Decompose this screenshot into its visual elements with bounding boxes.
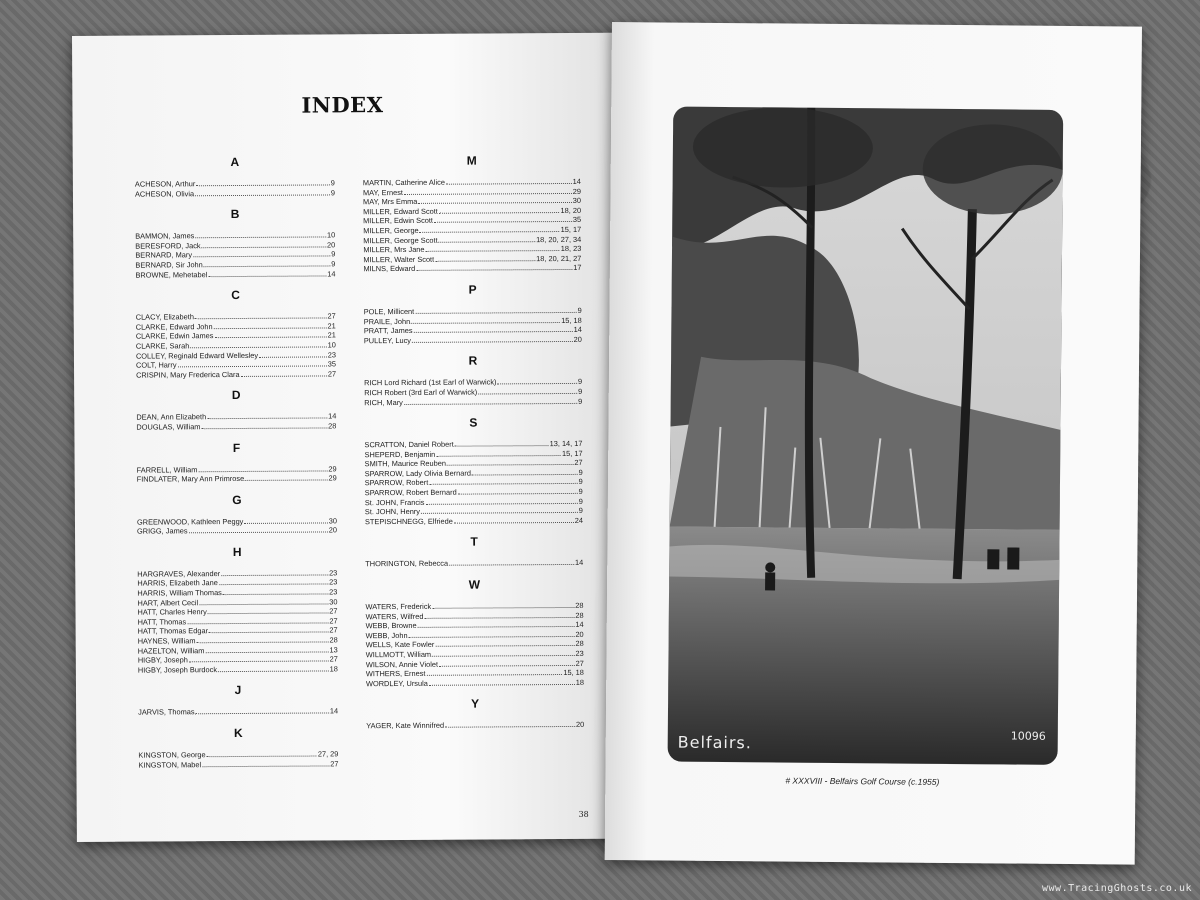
dot-leader xyxy=(190,346,326,348)
entry-name: SPARROW, Lady Olivia Bernard xyxy=(364,468,471,479)
entry-name: St. JOHN, Henry xyxy=(364,507,420,517)
entry-name: STEPISCHNEGG, Elfriede xyxy=(364,516,453,527)
dot-leader xyxy=(412,341,573,343)
index-section xyxy=(365,577,584,689)
dot-leader xyxy=(411,322,560,324)
index-entry xyxy=(364,335,582,346)
index-section xyxy=(137,492,337,536)
entry-name: HART, Albert Cecil xyxy=(137,597,199,608)
entry-pages: 18, 20, 21, 27 xyxy=(536,253,582,263)
dot-leader xyxy=(454,522,574,524)
dot-leader xyxy=(458,493,578,495)
dot-leader xyxy=(259,356,327,357)
dot-leader xyxy=(195,237,326,239)
entry-pages: 27 xyxy=(329,625,338,635)
dot-leader xyxy=(439,241,535,243)
entry-name: ACHESON, Olivia xyxy=(134,188,195,199)
entry-pages: 9 xyxy=(331,249,336,259)
section-letter: Y xyxy=(471,696,480,711)
photo-number: 10096 xyxy=(1010,729,1046,743)
entry-pages: 15, 18 xyxy=(561,315,582,325)
entry-pages: 27 xyxy=(330,758,339,769)
index-section xyxy=(135,154,335,198)
dot-leader xyxy=(196,641,328,643)
entry-name: YAGER, Kate Winnifred xyxy=(366,721,445,731)
entry-name: JARVIS, Thomas xyxy=(138,707,195,718)
entry-name: MILNS, Edward xyxy=(363,264,416,274)
entry-name: BERNARD, Sir John xyxy=(135,260,203,270)
entry-name: SCRATTON, Daniel Robert xyxy=(364,439,454,450)
entry-pages: 35 xyxy=(327,359,337,369)
entry-pages: 30 xyxy=(572,196,582,206)
entry-pages: 27 xyxy=(327,311,336,321)
entry-name: SHEPERD, Benjamin xyxy=(364,449,436,459)
entry-pages: 14 xyxy=(328,411,337,421)
entry-pages: 28 xyxy=(328,421,337,431)
entry-name: PULLEY, Lucy xyxy=(363,335,412,345)
entry-pages: 20 xyxy=(328,525,338,535)
entry-name: MARTIN, Catherine Alice xyxy=(362,177,445,188)
entry-name: RICH, Mary xyxy=(364,397,403,407)
entry-pages: 29 xyxy=(328,473,337,483)
entry-name: BERESFORD, Jack xyxy=(135,240,201,251)
entry-pages: 9 xyxy=(578,486,583,496)
entry-name: SMITH, Maurice Reuben xyxy=(364,459,446,469)
entry-pages: 9 xyxy=(578,396,583,406)
entry-name: HATT, Charles Henry xyxy=(137,607,207,617)
entry-name: SPARROW, Robert xyxy=(364,478,429,488)
dot-leader xyxy=(189,661,329,663)
photo-caption: # XXXVIII - Belfairs Golf Course (c.1955) xyxy=(785,775,940,787)
entry-name: WATERS, Wilfred xyxy=(365,611,424,621)
section-letter: M xyxy=(466,153,477,168)
dot-leader xyxy=(193,256,330,258)
entry-name: BERNARD, Mary xyxy=(135,250,193,260)
entry-pages: 17 xyxy=(573,263,582,273)
entry-pages: 27 xyxy=(575,658,584,668)
dot-leader xyxy=(478,393,577,395)
entry-pages: 18 xyxy=(575,677,584,687)
entry-name: KINGSTON, George xyxy=(138,750,206,760)
dot-leader xyxy=(421,512,578,514)
dot-leader xyxy=(187,622,328,624)
dot-leader xyxy=(446,183,572,185)
dot-leader xyxy=(202,246,326,248)
index-entry xyxy=(138,759,338,770)
dot-leader xyxy=(207,756,317,758)
index-page xyxy=(72,33,617,842)
entry-name: MAY, Mrs Emma xyxy=(362,197,418,207)
index-section xyxy=(135,207,335,280)
entry-pages: 35 xyxy=(572,215,582,225)
section-letter: D xyxy=(231,388,241,403)
entry-pages: 20 xyxy=(573,334,582,344)
entry-name: HIGBY, Joseph Burdock xyxy=(137,664,218,675)
entry-pages: 27 xyxy=(327,369,337,379)
entry-name: MAY, Ernest xyxy=(362,187,403,197)
index-entry xyxy=(365,558,583,569)
entry-name: WEBB, Browne xyxy=(365,621,417,631)
entry-name: DOUGLAS, William xyxy=(136,422,201,432)
index-section xyxy=(363,153,582,274)
entry-pages: 15, 17 xyxy=(561,448,583,458)
entry-name: WATERS, Frederick xyxy=(365,601,432,612)
entry-pages: 29 xyxy=(328,463,337,473)
dot-leader xyxy=(498,383,578,384)
index-entry xyxy=(135,188,335,199)
section-letter: F xyxy=(232,440,241,455)
entry-name: MILLER, Walter Scott xyxy=(363,254,435,264)
entry-pages: 9 xyxy=(330,187,335,198)
entry-name: MILLER, George Scott xyxy=(363,235,438,245)
entry-name: CLARKE, Edward John xyxy=(135,321,213,332)
entry-pages: 10 xyxy=(327,340,336,350)
photo-page xyxy=(605,22,1142,865)
entry-name: CLARKE, Sarah xyxy=(135,341,190,351)
entry-pages: 29 xyxy=(572,186,581,196)
entry-pages: 23 xyxy=(329,568,338,578)
dot-leader xyxy=(429,483,577,485)
index-section xyxy=(365,534,583,569)
dot-leader xyxy=(418,202,571,204)
index-section xyxy=(136,388,336,432)
index-column-left xyxy=(135,152,339,778)
entry-name: FARRELL, William xyxy=(136,464,198,475)
dot-leader xyxy=(416,269,572,271)
entry-name: BROWNE, Mehetabel xyxy=(135,269,208,280)
dot-leader xyxy=(404,402,577,404)
entry-pages: 21 xyxy=(327,330,336,340)
entry-name: St. JOHN, Francis xyxy=(364,497,425,507)
index-section xyxy=(364,353,582,407)
index-title: INDEX xyxy=(301,92,384,118)
entry-pages: 14 xyxy=(327,268,336,279)
entry-pages: 15, 17 xyxy=(560,224,582,234)
entry-name: WILSON, Annie Violet xyxy=(365,659,439,669)
entry-pages: 9 xyxy=(331,259,336,269)
dot-leader xyxy=(244,522,327,524)
dot-leader xyxy=(209,632,328,634)
dot-leader xyxy=(415,312,576,314)
dot-leader xyxy=(434,221,572,223)
entry-name: BAMMON, James xyxy=(135,231,195,241)
entry-name: MILLER, Mrs Jane xyxy=(363,245,425,255)
entry-pages: 9 xyxy=(578,496,583,506)
index-entry xyxy=(137,526,337,537)
section-letter: P xyxy=(468,282,477,297)
dot-leader xyxy=(455,445,549,447)
entry-pages: 20 xyxy=(575,629,584,639)
dot-leader xyxy=(218,670,329,672)
entry-pages: 23 xyxy=(329,587,338,597)
dot-leader xyxy=(404,193,572,195)
entry-pages: 14 xyxy=(573,325,582,335)
index-entry xyxy=(366,720,584,731)
index-section xyxy=(136,440,336,484)
entry-pages: 13, 14, 17 xyxy=(549,438,583,449)
entry-name: HARRIS, William Thomas xyxy=(137,588,222,598)
dot-leader xyxy=(198,470,327,472)
index-section xyxy=(364,415,583,527)
entry-pages: 9 xyxy=(330,178,335,188)
section-letter: T xyxy=(470,534,478,550)
dot-leader xyxy=(223,594,328,596)
dot-leader xyxy=(205,651,328,653)
entry-name: RICH Robert (3rd Earl of Warwick) xyxy=(364,387,478,398)
dot-leader xyxy=(432,607,574,609)
index-entry xyxy=(138,664,338,675)
entry-name: SPARROW, Robert Bernard xyxy=(364,487,457,498)
entry-name: RICH Lord Richard (1st Earl of Warwick) xyxy=(364,377,497,388)
entry-name: WILLMOTT, William xyxy=(365,649,432,660)
dot-leader xyxy=(445,726,575,728)
index-entry xyxy=(137,473,337,484)
section-letter: W xyxy=(468,577,481,592)
index-entry xyxy=(136,421,336,432)
entry-name: KINGSTON, Mabel xyxy=(138,759,202,770)
entry-name: HATT, Thomas Edgar xyxy=(137,626,209,637)
dot-leader xyxy=(439,212,560,214)
section-letter: S xyxy=(469,415,478,430)
entry-name: HATT, Thomas xyxy=(137,617,187,627)
index-section xyxy=(138,725,338,769)
entry-pages: 9 xyxy=(577,305,582,315)
entry-pages: 27 xyxy=(329,606,338,616)
entry-pages: 27 xyxy=(574,458,583,468)
entry-name: HARRIS, Elizabeth Jane xyxy=(137,578,218,589)
entry-name: FINDLATER, Mary Ann Primrose xyxy=(136,474,245,484)
entry-name: HAZELTON, William xyxy=(137,645,205,656)
index-entry xyxy=(364,396,582,407)
dot-leader xyxy=(219,584,328,586)
entry-pages: 28 xyxy=(329,635,338,645)
dot-leader xyxy=(201,427,327,429)
page-number: 38 xyxy=(578,809,589,819)
dot-leader xyxy=(204,265,331,267)
entry-name: WITHERS, Ernest xyxy=(365,669,426,679)
dot-leader xyxy=(424,617,574,619)
dot-leader xyxy=(189,532,328,534)
dot-leader xyxy=(196,184,330,186)
dot-leader xyxy=(472,474,578,476)
dot-leader xyxy=(418,626,575,628)
index-entry xyxy=(363,263,581,274)
section-letter: J xyxy=(234,683,242,698)
entry-name: HARGRAVES, Alexander xyxy=(137,568,221,579)
entry-pages: 27 xyxy=(329,654,338,664)
entry-pages: 9 xyxy=(578,477,583,487)
entry-pages: 18, 23 xyxy=(560,244,582,254)
entry-pages: 27 xyxy=(329,616,338,626)
section-letter: R xyxy=(468,353,478,368)
belfairs-photograph xyxy=(668,107,1064,765)
entry-pages: 18 xyxy=(329,664,338,674)
entry-pages: 18, 20, 27, 34 xyxy=(536,234,582,244)
entry-pages: 28 xyxy=(575,639,584,649)
entry-name: GRIGG, James xyxy=(136,526,188,536)
dot-leader xyxy=(195,194,330,196)
dot-leader xyxy=(196,713,329,715)
index-entry xyxy=(136,369,336,380)
entry-pages: 18, 20 xyxy=(560,205,582,215)
index-section xyxy=(366,696,584,731)
entry-name: CLACY, Elizabeth xyxy=(135,312,194,322)
dot-leader xyxy=(199,603,328,605)
watermark: www.TracingGhosts.co.uk xyxy=(1042,883,1192,894)
dot-leader xyxy=(221,574,328,576)
section-letter: A xyxy=(230,154,240,170)
entry-name: COLLEY, Reginald Edward Wellesley xyxy=(135,350,259,361)
dot-leader xyxy=(449,564,574,566)
photo-place-label: Belfairs. xyxy=(677,732,752,753)
entry-name: ACHESON, Arthur xyxy=(134,179,196,189)
section-letter: B xyxy=(230,207,240,222)
entry-pages: 20 xyxy=(575,720,585,730)
entry-name: HAYNES, William xyxy=(137,636,196,646)
dot-leader xyxy=(214,327,327,329)
entry-pages: 21 xyxy=(327,321,336,331)
index-entry xyxy=(366,678,584,689)
dot-leader xyxy=(207,418,327,420)
dot-leader xyxy=(208,275,326,277)
entry-name: COLT, Harry xyxy=(135,360,177,370)
entry-name: CRISPIN, Mary Frederica Clara xyxy=(136,369,240,380)
entry-name: WEBB, John xyxy=(365,630,408,641)
index-entry xyxy=(135,269,335,280)
dot-leader xyxy=(447,464,573,466)
entry-pages: 9 xyxy=(577,377,583,387)
dot-leader xyxy=(429,684,575,686)
entry-pages: 14 xyxy=(574,558,584,568)
section-letter: G xyxy=(232,492,242,507)
dot-leader xyxy=(214,337,326,339)
entry-pages: 20 xyxy=(327,240,336,250)
entry-name: WORDLEY, Ursula xyxy=(365,678,428,688)
entry-name: MILLER, Edwin Scott xyxy=(363,216,434,226)
entry-name: POLE, Millicent xyxy=(363,306,415,317)
section-letter: H xyxy=(232,544,242,559)
index-entry xyxy=(365,516,583,527)
dot-leader xyxy=(420,231,560,233)
dot-leader xyxy=(409,636,575,638)
entry-name: MILLER, Edward Scott xyxy=(363,206,438,217)
entry-pages: 10 xyxy=(326,230,336,240)
entry-pages: 14 xyxy=(572,176,581,186)
woodland-scene-image xyxy=(668,107,1064,765)
entry-pages: 14 xyxy=(329,706,339,716)
index-entry xyxy=(138,707,338,718)
dot-leader xyxy=(432,655,574,657)
index-column-right xyxy=(363,151,585,740)
dot-leader xyxy=(202,765,329,767)
entry-name: MILLER, George xyxy=(363,225,419,236)
entry-pages: 15, 18 xyxy=(563,668,584,678)
entry-pages: 28 xyxy=(575,600,584,610)
entry-pages: 9 xyxy=(578,386,583,396)
entry-pages: 23 xyxy=(327,349,336,359)
entry-pages: 30 xyxy=(328,516,337,526)
entry-pages: 9 xyxy=(578,506,583,516)
dot-leader xyxy=(435,260,535,262)
entry-name: THORINGTON, Rebecca xyxy=(365,559,449,569)
index-section xyxy=(136,288,337,380)
entry-name: HIGBY, Joseph xyxy=(137,655,188,665)
entry-pages: 9 xyxy=(578,467,583,477)
dot-leader xyxy=(208,613,328,615)
entry-pages: 28 xyxy=(575,610,584,620)
entry-name: WELLS, Kate Fowler xyxy=(365,640,435,650)
dot-leader xyxy=(195,318,327,320)
entry-pages: 30 xyxy=(329,597,338,607)
dot-leader xyxy=(425,503,577,505)
entry-name: DEAN, Ann Elizabeth xyxy=(136,412,207,422)
section-letter: C xyxy=(231,288,240,303)
index-section xyxy=(364,282,582,346)
section-letter: K xyxy=(233,725,243,741)
entry-name: PRATT, James xyxy=(363,326,413,336)
dot-leader xyxy=(435,645,574,647)
dot-leader xyxy=(178,366,327,368)
dot-leader xyxy=(414,331,573,333)
entry-name: CLARKE, Edwin James xyxy=(135,331,214,341)
entry-pages: 27, 29 xyxy=(317,749,339,759)
entry-pages: 14 xyxy=(575,620,584,630)
dot-leader xyxy=(426,674,562,676)
index-section xyxy=(137,544,338,675)
entry-pages: 13 xyxy=(329,645,338,655)
entry-pages: 24 xyxy=(574,515,583,525)
entry-name: GREENWOOD, Kathleen Peggy xyxy=(136,516,244,527)
index-section xyxy=(138,683,338,718)
dot-leader xyxy=(436,455,561,457)
entry-pages: 23 xyxy=(329,577,338,587)
dot-leader xyxy=(439,665,575,667)
dot-leader xyxy=(426,250,560,252)
dot-leader xyxy=(241,375,327,377)
entry-pages: 23 xyxy=(575,648,584,658)
entry-name: PRAILE, John xyxy=(363,316,411,326)
dot-leader xyxy=(245,480,327,482)
